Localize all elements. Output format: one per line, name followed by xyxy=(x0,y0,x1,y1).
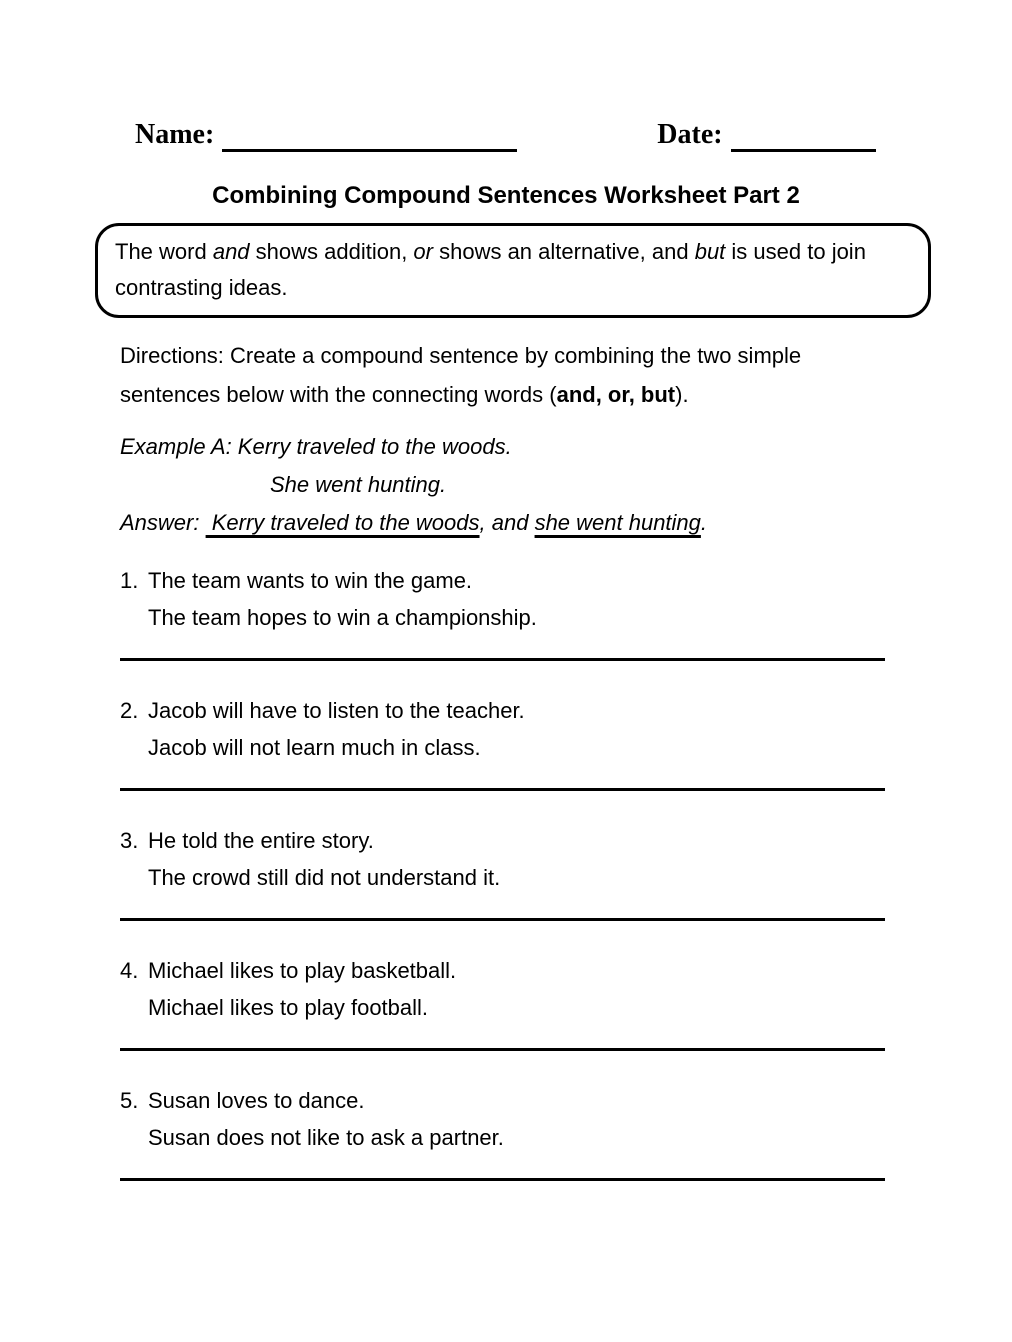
answer-blank-line xyxy=(120,658,885,661)
sentence-text: He told the entire story. xyxy=(148,828,374,853)
question-sentence-2: Michael likes to play football. xyxy=(148,995,429,1020)
question-item-3 xyxy=(120,822,1012,952)
question-sentence-2: The team hopes to win a championship. xyxy=(148,605,537,630)
question-item-2 xyxy=(120,692,1012,822)
question-item-5 xyxy=(120,1082,1012,1212)
sentence-text: Michael likes to play basketball. xyxy=(148,958,457,983)
directions xyxy=(120,336,892,414)
date-label: Date: xyxy=(657,119,723,150)
question-sentence-2: Jacob will not learn much in class. xyxy=(148,735,481,760)
answer-blank-line xyxy=(120,918,885,921)
example-sentence-2: She went hunting. xyxy=(270,472,447,497)
example-block xyxy=(120,428,1012,542)
directions-text: Directions: Create a compound sentence by combining the two simple sentences below with the connecting words (and, or, but). xyxy=(120,343,802,407)
sentence-text: The team wants to win the game. xyxy=(148,568,473,593)
info-box-text: The word and shows addition, or shows an alternative, and but is used to join contrasting ideas. xyxy=(115,239,866,300)
info-box xyxy=(95,223,931,318)
question-number: 1. xyxy=(120,568,139,593)
name-label: Name: xyxy=(135,119,215,150)
question-sentence-1 xyxy=(120,562,1012,599)
example-answer: Answer: Kerry traveled to the woods, and she went hunting. xyxy=(120,510,708,535)
answer-blank-line xyxy=(120,1178,885,1181)
question-number: 5. xyxy=(120,1088,139,1113)
worksheet-title: Combining Compound Sentences Worksheet Part 2 xyxy=(212,182,800,209)
question-sentence-1 xyxy=(120,952,1012,989)
question-number: 4. xyxy=(120,958,139,983)
name-underline xyxy=(222,119,517,152)
sentence-text: Susan loves to dance. xyxy=(148,1088,365,1113)
answer-blank-line xyxy=(120,1048,885,1051)
question-number: 3. xyxy=(120,828,139,853)
question-number: 2. xyxy=(120,698,139,723)
question-sentence-1 xyxy=(120,822,1012,859)
example-sentence-1: Example A: Kerry traveled to the woods. xyxy=(120,434,512,459)
questions-list xyxy=(120,562,1012,1212)
question-item-1 xyxy=(120,562,1012,692)
question-sentence-1 xyxy=(120,692,1012,729)
sentence-text: Jacob will have to listen to the teacher. xyxy=(148,698,525,723)
question-sentence-2: The crowd still did not understand it. xyxy=(148,865,501,890)
answer-blank-line xyxy=(120,788,885,791)
question-sentence-2: Susan does not like to ask a partner. xyxy=(148,1125,504,1150)
question-item-4 xyxy=(120,952,1012,1082)
header-row xyxy=(135,118,1012,152)
question-sentence-1 xyxy=(120,1082,1012,1119)
date-underline xyxy=(731,119,876,152)
